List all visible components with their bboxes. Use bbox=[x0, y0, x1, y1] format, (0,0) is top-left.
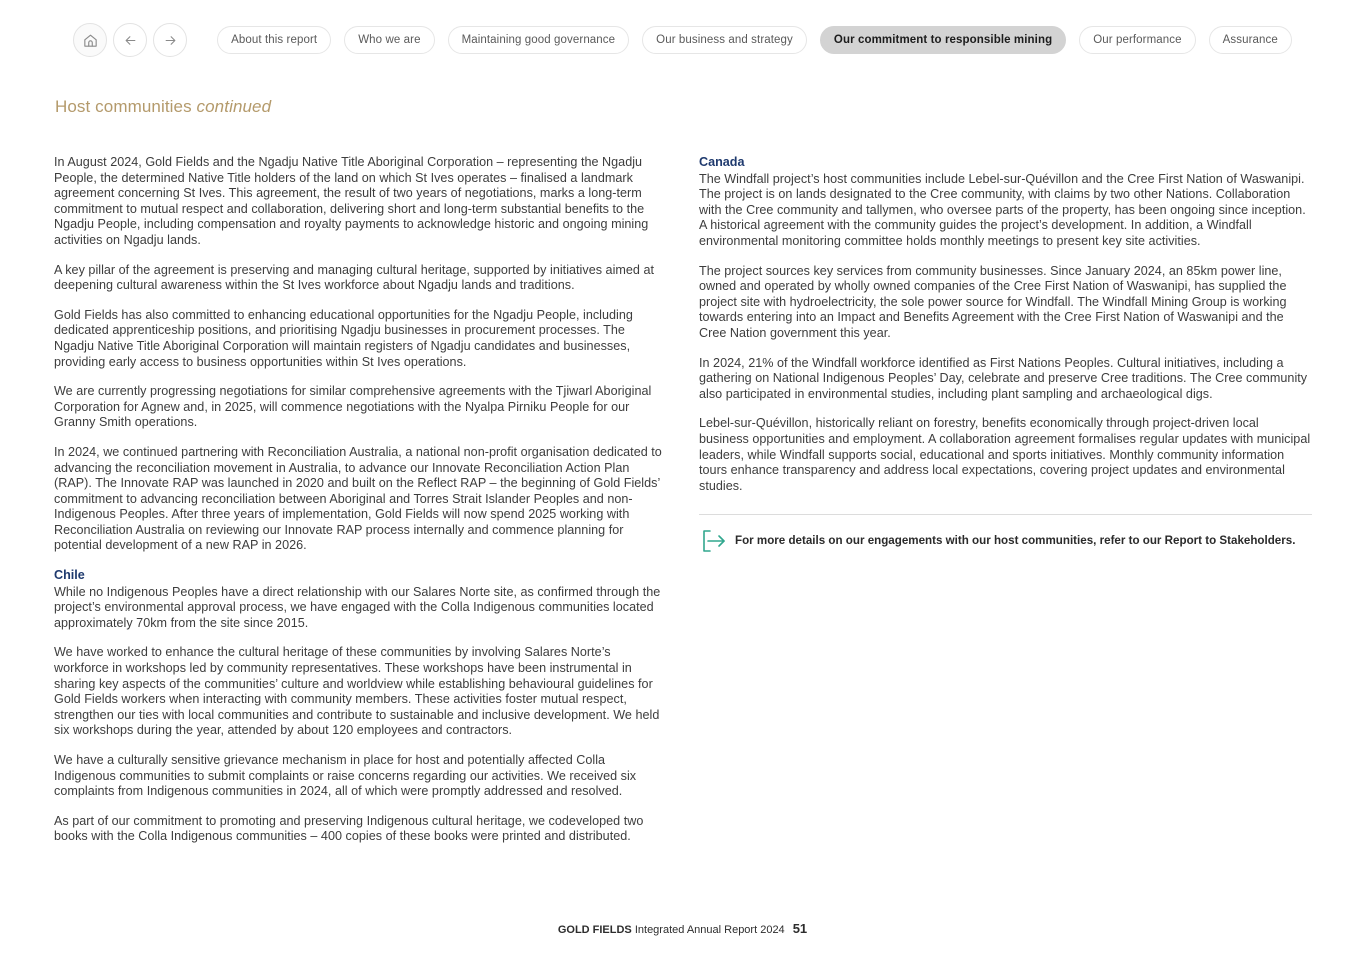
tab-maintaining-good-governance[interactable]: Maintaining good governance bbox=[448, 26, 630, 54]
back-button[interactable] bbox=[113, 23, 147, 57]
cross-reference-text: For more details on our engagements with our host communities, refer to our Report to Stakeholders. bbox=[735, 534, 1296, 548]
tab-about-this-report[interactable]: About this report bbox=[217, 26, 331, 54]
paragraph: We have a culturally sensitive grievance mechanism in place for host and potentially affected Colla Indigenous communities to submit complaints or raise concerns regarding our activities. We received six complaints from Indigenous communities in 2024, all of which were promptly addressed and resolved. bbox=[54, 753, 637, 799]
forward-button[interactable] bbox=[153, 23, 187, 57]
footer-report-title: Integrated Annual Report 2024 bbox=[631, 924, 785, 936]
footer-page-number: 51 bbox=[792, 921, 808, 936]
page-title-main: Host communities bbox=[55, 97, 197, 116]
section-heading-canada: Canada bbox=[699, 155, 745, 169]
home-icon bbox=[82, 32, 99, 49]
paragraph: In 2024, we continued partnering with Reconciliation Australia, a national non-profit organisation dedicated to advancing the reconciliation movement in Australia, to advance our Innovate Reconciliation Action Plan (RAP). The Innovate RAP was launched in 2020 and built on the Reflect RAP – the beginning of Gold Fields’ commitment to advancing reconciliation between Aboriginal and Torres Strait Islander Peoples and non-Indigenous Peoples. After three years of implementation, Gold Fields will now spend 2025 working with Reconciliation Australia on reviewing our Innovate RAP process internally and commence planning for potential development of a new RAP in 2026. bbox=[54, 444, 662, 553]
tab-our-performance[interactable]: Our performance bbox=[1079, 26, 1195, 54]
tab-our-business-and-strategy[interactable]: Our business and strategy bbox=[642, 26, 807, 54]
footer-brand: GOLD FIELDS bbox=[557, 924, 632, 936]
paragraph: We have worked to enhance the cultural heritage of these communities by involving Salares Norte’s workforce in workshops led by community representatives. These workshops have been instrumental in sharing key aspects of the communities’ culture and worldview while establishing behavioural guidelines for Gold Fields workers when interacting with community members. These activities foster mutual respect, strengthen our ties with local communities and contribute to sustainable and inclusive development. We held six workshops during the year, attended by about 120 employees and contractors. bbox=[54, 645, 660, 738]
nav-inner bbox=[73, 23, 1292, 57]
paragraph: Gold Fields has also committed to enhancing educational opportunities for the Ngadju People, including dedicated apprenticeship positions, and prioritising Ngadju businesses in procurement processes. The Ngadju Native Title Aboriginal Corporation will maintain registers of Ngadju candidates and businesses, providing early access to business opportunities within St Ives operations. bbox=[54, 307, 633, 369]
home-button[interactable] bbox=[73, 23, 107, 57]
tab-our-commitment-to-responsible-mining[interactable]: Our commitment to responsible mining bbox=[820, 26, 1066, 54]
back-arrow-icon bbox=[123, 33, 138, 48]
right-column bbox=[699, 155, 1312, 554]
left-column bbox=[54, 155, 667, 845]
section-divider bbox=[699, 514, 1312, 515]
paragraph: Lebel-sur-Quévillon, historically reliant on forestry, benefits economically through project-driven local business opportunities and employment. A collaboration agreement formalises regular updates with municipal leaders, while Windfall supports social, educational and sports initiatives. Monthly community information tours enhance transparency and address local expectations, covering project updates and environmental studies. bbox=[699, 416, 1311, 493]
paragraph: We are currently progressing negotiations for similar comprehensive agreements with the Tjiwarl Aboriginal Corporation for Agnew and, in 2025, will commence negotiations with the Nyalpa Pirniku People for our Granny Smith operations. bbox=[54, 384, 652, 430]
paragraph: While no Indigenous Peoples have a direct relationship with our Salares Norte site, as confirmed through the project’s environmental approval process, we have engaged with the Colla Indigenous communities located approximately 70km from the site since 2015. bbox=[54, 584, 661, 630]
page-title-continued: continued bbox=[196, 97, 272, 116]
forward-arrow-icon bbox=[163, 33, 178, 48]
bracket-arrow-right-icon bbox=[699, 528, 729, 554]
paragraph: In 2024, 21% of the Windfall workforce identified as First Nations Peoples. Cultural initiatives, including a gathering on National Indigenous Peoples’ Day, celebrate and preserve Cree traditions. The Cree community also participated in environmental studies, including plant sampling and archaeological digs. bbox=[699, 355, 1308, 401]
paragraph: As part of our commitment to promoting and preserving Indigenous cultural heritage, we codeveloped two books with the Colla Indigenous communities – 400 copies of these books were printed and distributed. bbox=[54, 813, 644, 844]
tab-assurance[interactable]: Assurance bbox=[1209, 26, 1292, 54]
section-heading-chile: Chile bbox=[54, 568, 85, 583]
paragraph: The Windfall project’s host communities include Lebel-sur-Quévillon and the Cree First Nation of Waswanipi. The project is on lands designated to the Cree community, with claims by two other Nations. Collaboration with the Cree community and tallymen, who oversee parts of the property, has been ongoing since inception. A historical agreement with the community guides the project’s development. In addition, a Windfall environmental monitoring committee holds monthly meetings to present key site activities. bbox=[699, 171, 1306, 248]
page-footer bbox=[0, 921, 1365, 936]
paragraph: A key pillar of the agreement is preserving and managing cultural heritage, supported by initiatives aimed at deepening cultural awareness within the St Ives workforce about Ngadju lands and traditions. bbox=[54, 262, 655, 293]
paragraph: The project sources key services from community businesses. Since January 2024, an 85km power line, owned and operated by wholly owned companies of the Cree First Nation of Waswanipi, has supplied the project site with hydroelectricity, the sole power source for Windfall. The Windfall Mining Group is working towards entering into an Impact and Benefits Agreement with the Cree First Nation of Waswanipi and the Cree Nation government this year. bbox=[699, 263, 1287, 340]
cross-reference-callout[interactable] bbox=[699, 528, 1312, 554]
top-navigation-bar bbox=[0, 0, 1365, 80]
tab-who-we-are[interactable]: Who we are bbox=[344, 26, 434, 54]
paragraph: In August 2024, Gold Fields and the Ngadju Native Title Aboriginal Corporation – representing the Ngadju People, the determined Native Title holders of the land on which St Ives operates – finalised a landmark agreement concerning St Ives. This agreement, the result of two years of negotiations, marks a long-term commitment to mutual respect and collaboration, delivering short and long-term substantial benefits to the Ngadju People, including compensation and royalty payments to acknowledge historic and ongoing mining activities on Ngadju lands. bbox=[54, 155, 649, 247]
page-title bbox=[55, 97, 271, 117]
